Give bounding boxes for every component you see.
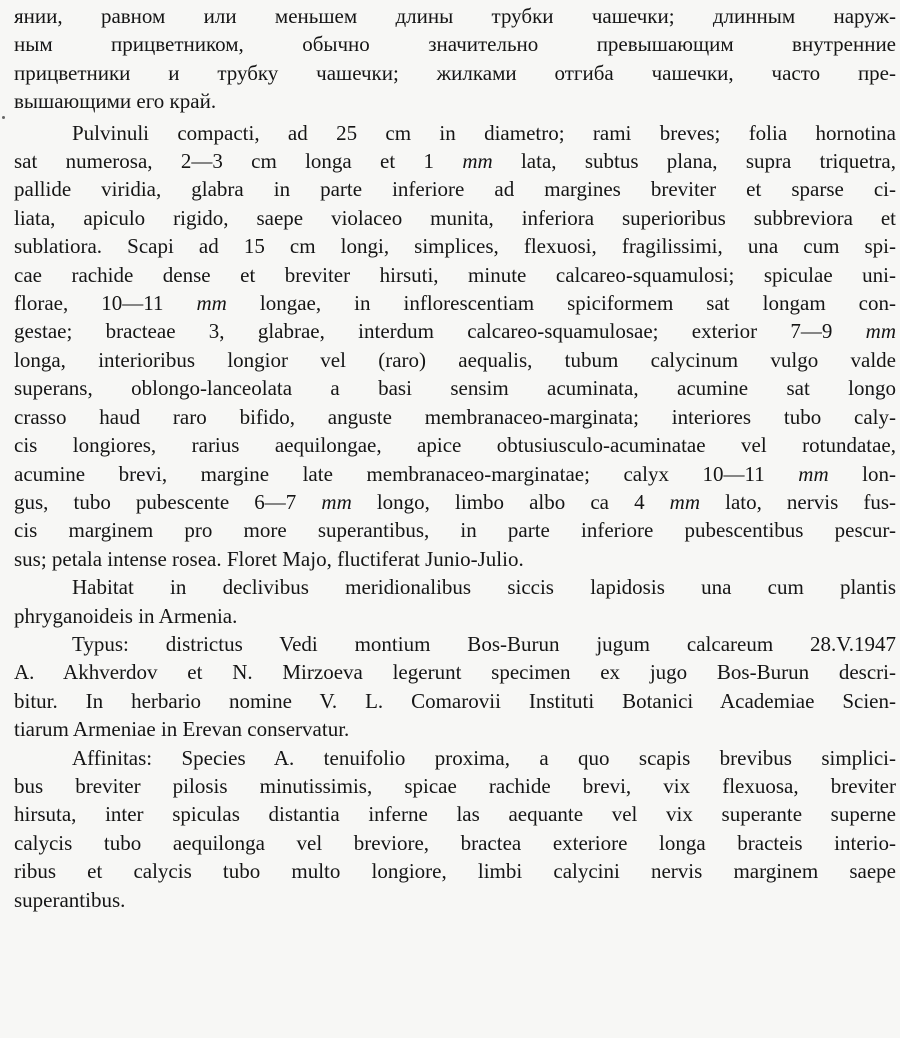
- text-line: sat numerosa, 2—3 cm longa et 1 mm lata, subtus plana, supra triquetra,: [14, 149, 896, 174]
- unit-mm: mm: [798, 461, 829, 486]
- text-line: прицветники и трубку чашечки; жилками отгиба чашечки, часто пре-: [14, 60, 896, 85]
- paragraph-russian-description: [14, 2, 896, 116]
- text-line: hirsuta, inter spiculas distantia inferne las aequante vel vix superante superne: [14, 802, 896, 827]
- text-line: sublatiora. Scapi ad 15 cm longi, simplices, flexuosi, fragilissimi, una cum spi-: [14, 234, 896, 259]
- text-line: cae rachide dense et breviter hirsuti, minute calcareo-squamulosi; spiculae uni-: [14, 262, 896, 287]
- text-line: вышающими его край.: [14, 89, 217, 114]
- text-line: bus breviter pilosis minutissimis, spicae rachide brevi, vix flexuosa, breviter: [14, 773, 896, 798]
- text-line: liata, apiculo rigido, saepe violaceo munita, inferiora superioribus subbreviora et: [14, 205, 896, 230]
- text-line: tiarum Armeniae in Erevan conservatur.: [14, 717, 350, 742]
- unit-mm: mm: [462, 149, 493, 174]
- text-line: Habitat in declivibus meridionalibus siccis lapidosis una cum plantis: [72, 575, 896, 600]
- paragraph-latin-diagnosis: [14, 119, 896, 574]
- text-line: янии, равном или меньшем длины трубки чашечки; длинным наруж-: [14, 4, 896, 28]
- text-line: calycis tubo aequilonga vel breviore, bractea exteriore longa bracteis interio-: [14, 830, 896, 855]
- paragraph-habitat: [14, 573, 896, 630]
- text-line: cis marginem pro more superantibus, in parte inferiore pubescentibus pescur-: [14, 518, 896, 543]
- text-line: sus; petala intense rosea. Floret Majo, fluctiferat Junio-Julio.: [14, 546, 524, 571]
- unit-mm: mm: [196, 291, 227, 316]
- text-line: gestae; bracteae 3, glabrae, interdum calcareo-squamulosae; exterior 7—9 mm: [14, 319, 896, 344]
- margin-speck: [2, 116, 5, 119]
- text-line: A. Akhverdov et N. Mirzoeva legerunt specimen ex jugo Bos-Burun descri-: [14, 660, 896, 685]
- text-line: pallide viridia, glabra in parte inferiore ad margines breviter et sparse ci-: [14, 177, 896, 202]
- text-line: phryganoideis in Armenia.: [14, 603, 238, 628]
- text-line: cis longiores, rarius aequilongae, apice obtusiusculo-acuminatae vel rotundatae,: [14, 433, 896, 458]
- text-line: florae, 10—11 mm longae, in inflorescentiam spiciformem sat longam con-: [14, 291, 896, 316]
- text-line: ным прицветником, обычно значительно превышающим внутренние: [14, 32, 896, 57]
- unit-mm: mm: [865, 319, 896, 344]
- text-line: superans, oblongo-lanceolata a basi sensim acuminata, acumine sat longo: [14, 376, 896, 401]
- text-line: ribus et calycis tubo multo longiore, limbi calycini nervis marginem saepe: [14, 859, 896, 884]
- text-line: Affinitas: Species A. tenuifolio proxima, a quo scapis brevibus simplici-: [72, 745, 896, 770]
- unit-mm: mm: [669, 489, 701, 514]
- text-line: acumine brevi, margine late membranaceo-marginatae; calyx 10—11 mm lon-: [14, 461, 896, 486]
- text-line: superantibus.: [14, 887, 126, 912]
- unit-mm: mm: [321, 489, 352, 514]
- text-line: gus, tubo pubescente 6—7 mm longo, limbo albo ca 4 mm lato, nervis fus-: [14, 489, 896, 514]
- text-line: Pulvinuli compacti, ad 25 cm in diametro; rami breves; folia hornotina: [72, 120, 896, 145]
- text-line: Typus: districtus Vedi montium Bos-Burun jugum calcareum 28.V.1947: [72, 631, 896, 656]
- paragraph-typus: [14, 630, 896, 744]
- text-line: longa, interioribus longior vel (raro) aequalis, tubum calycinum vulgo valde: [14, 347, 896, 372]
- text-line: bitur. In herbario nomine V. L. Comarovii Instituti Botanici Academiae Scien-: [14, 688, 896, 713]
- text-line: crasso haud raro bifido, anguste membranaceo-marginata; interiores tubo caly-: [14, 404, 896, 429]
- paragraph-affinitas: [14, 744, 896, 914]
